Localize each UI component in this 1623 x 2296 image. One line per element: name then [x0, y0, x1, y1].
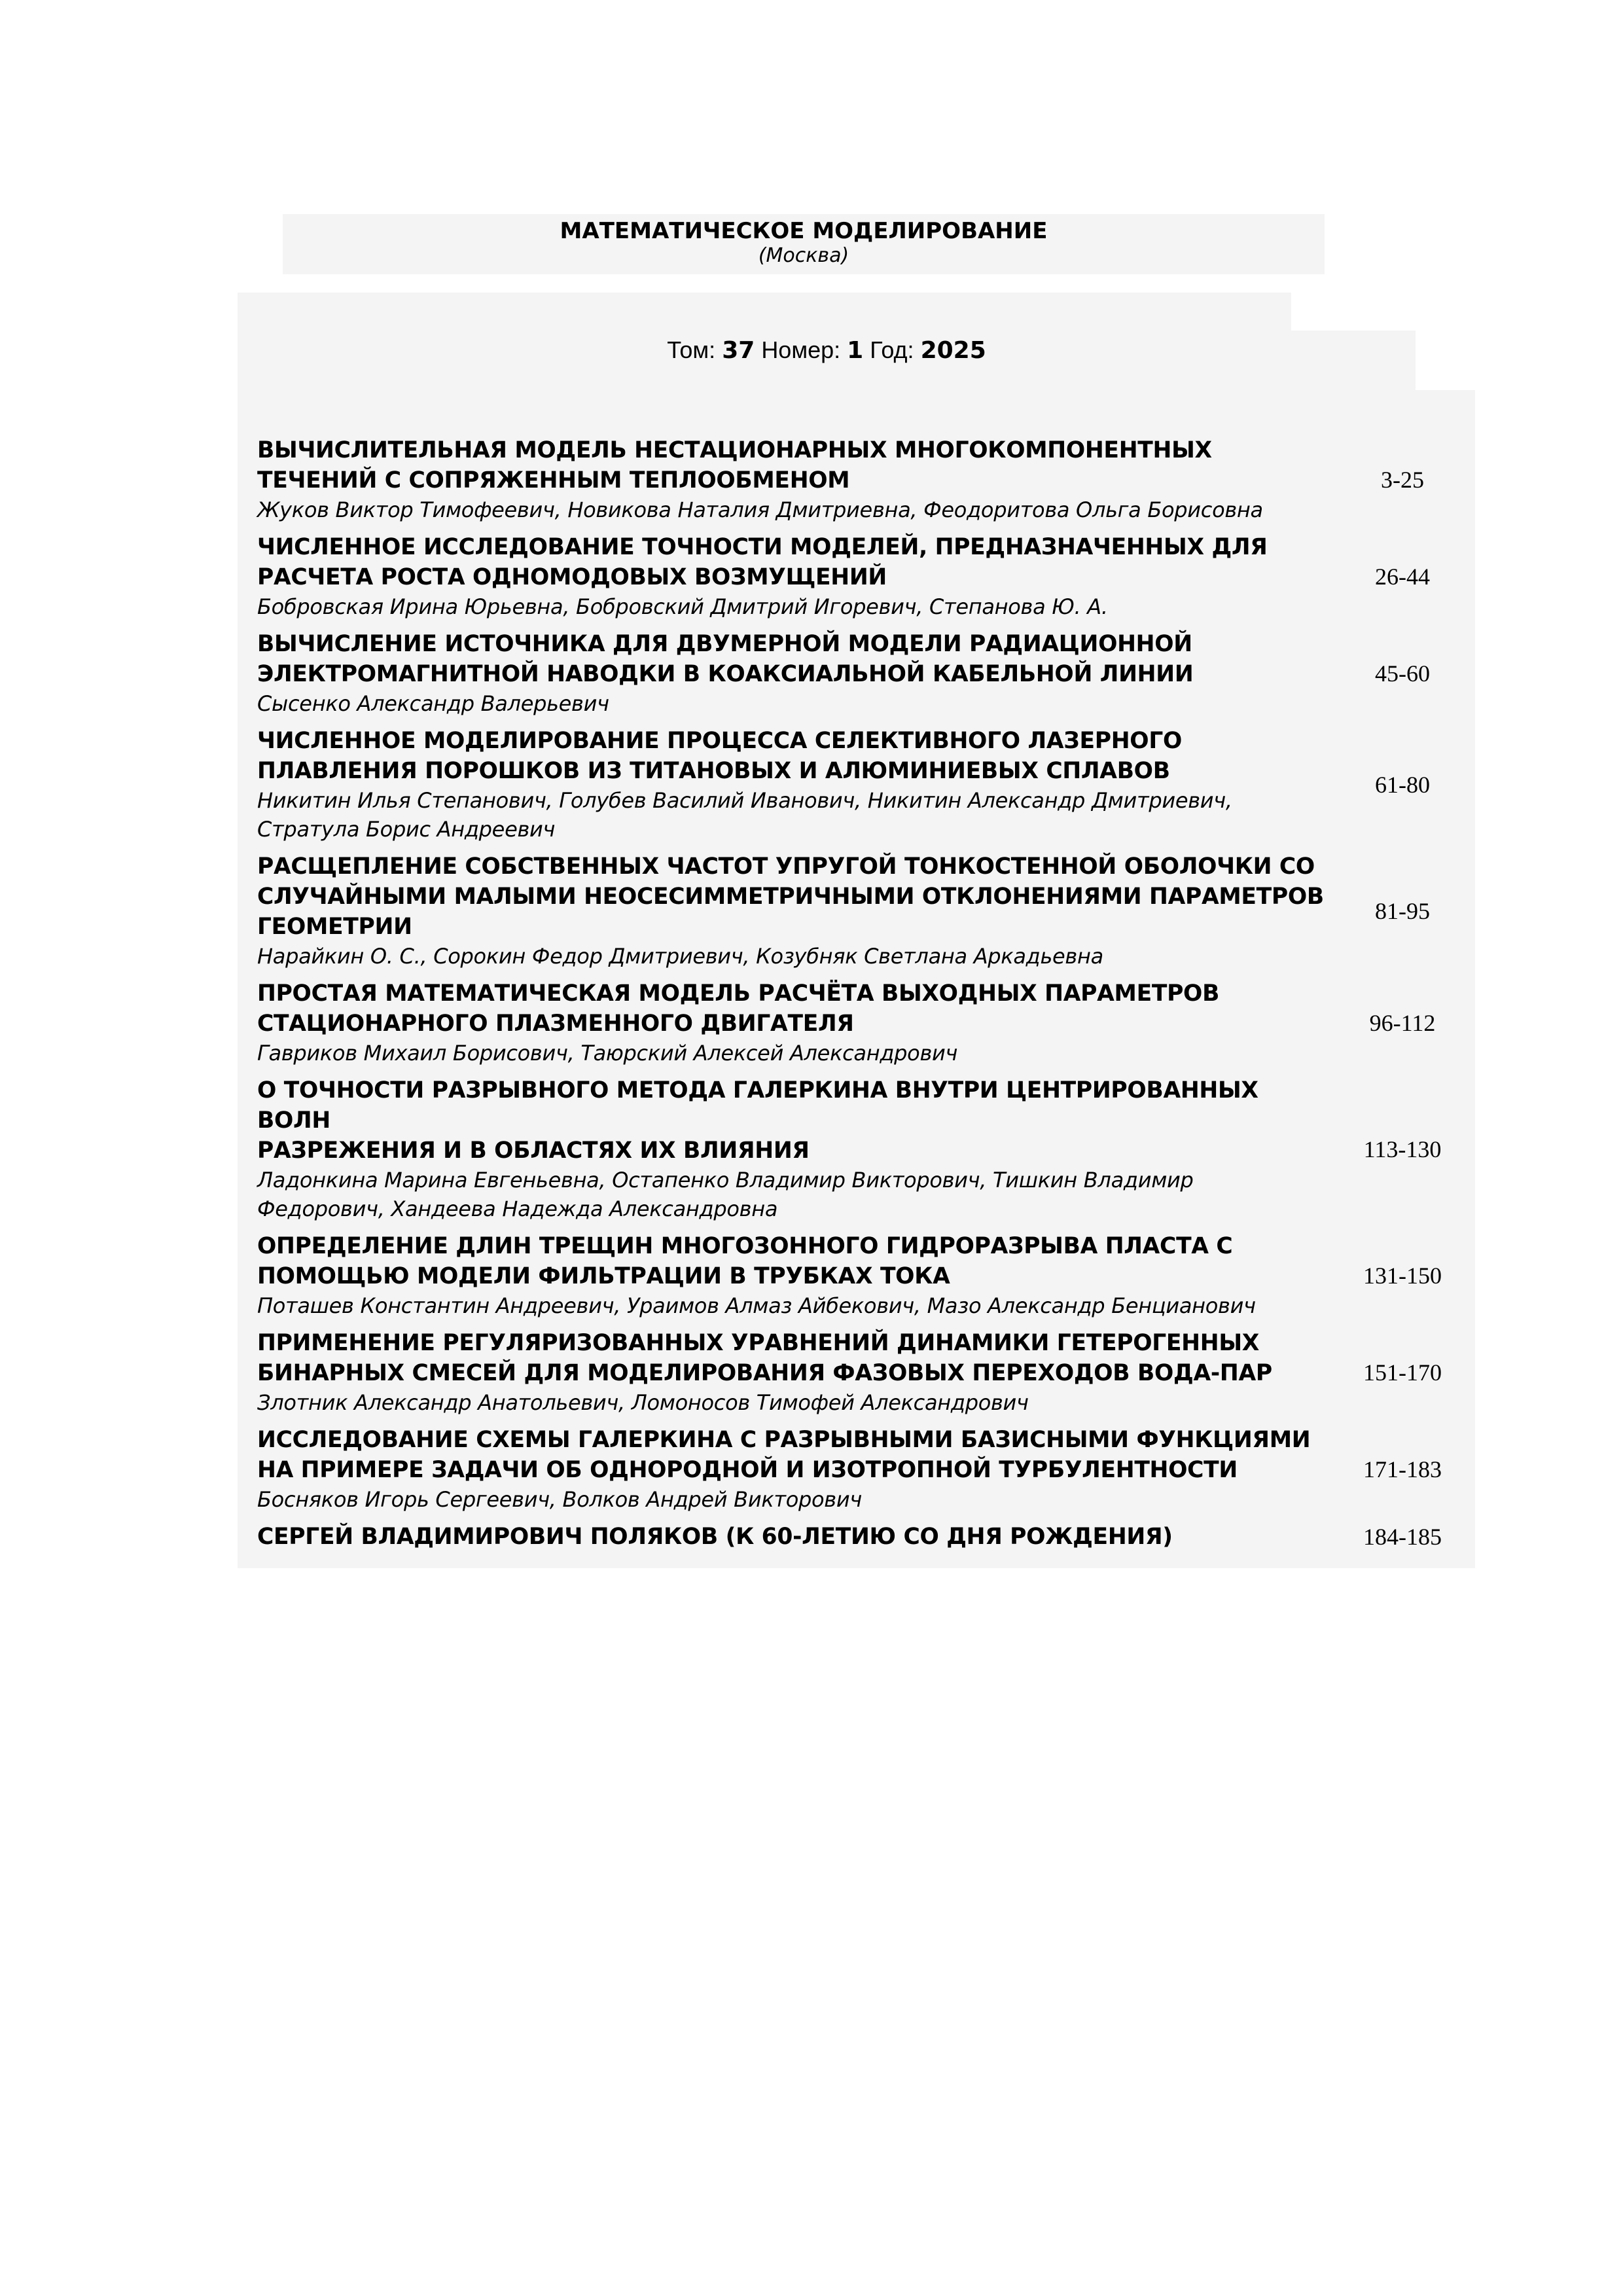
- article-authors: Поташев Константин Андреевич, Ураимов Алмаз Айбекович, Мазо Александр Бенцианович: [257, 1293, 1256, 1318]
- volume-label: Том:: [667, 336, 716, 363]
- article-row[interactable]: [238, 435, 1475, 524]
- journal-header: [283, 214, 1325, 274]
- article-title[interactable]: ОПРЕДЕЛЕНИЕ ДЛИН ТРЕЩИН МНОГОЗОННОГО ГИДРОРАЗРЫВА ПЛАСТА С ПОМОЩЬЮ МОДЕЛИ ФИЛЬТРАЦИИ В ТРУБКАХ ТОКА: [257, 1233, 1233, 1289]
- article-authors: Жуков Виктор Тимофеевич, Новикова Наталия Дмитриевна, Феодоритова Ольга Борисовна: [257, 497, 1263, 522]
- article-row[interactable]: [238, 1075, 1475, 1223]
- article-authors: Никитин Илья Степанович, Голубев Василий Иванович, Никитин Александр Дмитриевич, Стратула Борис Андреевич: [257, 788, 1232, 842]
- number-value: 1: [847, 337, 864, 364]
- number-label: Номер:: [761, 336, 841, 363]
- article-pages: 61-80: [1375, 772, 1430, 798]
- article-pages: 3-25: [1381, 467, 1424, 493]
- article-title[interactable]: ЧИСЛЕННОЕ ИССЛЕДОВАНИЕ ТОЧНОСТИ МОДЕЛЕЙ, ПРЕДНАЗНАЧЕННЫХ ДЛЯ РАСЧЕТА РОСТА ОДНОМОДОВЫХ ВОЗМУЩЕНИЙ: [257, 534, 1268, 590]
- article-entry: [238, 726, 1337, 844]
- article-entry: [238, 532, 1337, 621]
- article-row[interactable]: [238, 1328, 1475, 1417]
- article-entry: [238, 435, 1337, 524]
- article-row[interactable]: [238, 1522, 1475, 1552]
- article-pages: 81-95: [1375, 898, 1430, 924]
- article-entry: [238, 1522, 1337, 1552]
- journal-title: МАТЕМАТИЧЕСКОЕ МОДЕЛИРОВАНИЕ: [560, 218, 1048, 244]
- article-pages: 26-44: [1375, 564, 1430, 590]
- article-row[interactable]: [238, 978, 1475, 1067]
- article-row[interactable]: [238, 1425, 1475, 1514]
- article-entry: [238, 852, 1337, 971]
- article-title[interactable]: ИССЛЕДОВАНИЕ СХЕМЫ ГАЛЕРКИНА С РАЗРЫВНЫМИ БАЗИСНЫМИ ФУНКЦИЯМИ НА ПРИМЕРЕ ЗАДАЧИ ОБ ОДНОРОДНОЙ И ИЗОТРОПНОЙ ТУРБУЛЕНТНОСТИ: [257, 1427, 1311, 1483]
- article-authors: Босняков Игорь Сергеевич, Волков Андрей Викторович: [257, 1487, 862, 1512]
- row-spacer: [238, 1417, 1475, 1425]
- year-value: 2025: [920, 337, 986, 364]
- row-spacer: [238, 718, 1475, 726]
- article-authors: Бобровская Ирина Юрьевна, Бобровский Дмитрий Игоревич, Степанова Ю. А.: [257, 594, 1108, 619]
- article-entry: [238, 978, 1337, 1067]
- article-title[interactable]: ПРОСТАЯ МАТЕМАТИЧЕСКАЯ МОДЕЛЬ РАСЧЁТА ВЫХОДНЫХ ПАРАМЕТРОВ СТАЦИОНАРНОГО ПЛАЗМЕННОГО ДВИГАТЕЛЯ: [257, 980, 1220, 1037]
- row-spacer: [238, 621, 1475, 629]
- row-spacer: [238, 1514, 1475, 1522]
- article-row[interactable]: [238, 532, 1475, 621]
- article-entry: [238, 629, 1337, 718]
- row-spacer: [238, 844, 1475, 852]
- issue-band-top: [238, 293, 1291, 332]
- article-authors: Нарайкин О. С., Сорокин Федор Дмитриевич, Козубняк Светлана Аркадьевна: [257, 944, 1103, 969]
- article-authors: Ладонкина Марина Евгеньевна, Остапенко Владимир Викторович, Тишкин Владимир Федорович, Хандеева Надежда Александровна: [257, 1168, 1194, 1221]
- article-pages: 184-185: [1363, 1524, 1442, 1550]
- article-row[interactable]: [238, 852, 1475, 971]
- article-title[interactable]: РАСЩЕПЛЕНИЕ СОБСТВЕННЫХ ЧАСТОТ УПРУГОЙ ТОНКОСТЕННОЙ ОБОЛОЧКИ СО СЛУЧАЙНЫМИ МАЛЫМИ НЕОСЕСИММЕТРИЧНЫМИ ОТКЛОНЕНИЯМИ ПАРАМЕТРОВ ГЕОМЕТРИИ: [257, 853, 1324, 940]
- article-pages: 131-150: [1363, 1263, 1442, 1289]
- article-title[interactable]: ВЫЧИСЛИТЕЛЬНАЯ МОДЕЛЬ НЕСТАЦИОНАРНЫХ МНОГОКОМПОНЕНТНЫХ ТЕЧЕНИЙ С СОПРЯЖЕННЫМ ТЕПЛООБМЕНОМ: [257, 437, 1212, 493]
- article-title[interactable]: СЕРГЕЙ ВЛАДИМИРОВИЧ ПОЛЯКОВ (К 60-ЛЕТИЮ СО ДНЯ РОЖДЕНИЯ): [257, 1524, 1173, 1550]
- table-of-contents: [238, 390, 1475, 1568]
- article-title[interactable]: ПРИМЕНЕНИЕ РЕГУЛЯРИЗОВАННЫХ УРАВНЕНИЙ ДИНАМИКИ ГЕТЕРОГЕННЫХ БИНАРНЫХ СМЕСЕЙ ДЛЯ МОДЕЛИРОВАНИЯ ФАЗОВЫХ ПЕРЕХОДОВ ВОДА-ПАР: [257, 1330, 1272, 1386]
- row-spacer: [238, 1320, 1475, 1328]
- row-spacer: [238, 524, 1475, 532]
- article-title[interactable]: О ТОЧНОСТИ РАЗРЫВНОГО МЕТОДА ГАЛЕРКИНА ВНУТРИ ЦЕНТРИРОВАННЫХ ВОЛН РАЗРЕЖЕНИЯ И В ОБЛАСТЯХ ИХ ВЛИЯНИЯ: [257, 1077, 1258, 1164]
- year-label: Год:: [870, 336, 914, 363]
- article-entry: [238, 1231, 1337, 1320]
- article-pages: 171-183: [1363, 1456, 1442, 1482]
- volume-value: 37: [722, 337, 755, 364]
- article-authors: Гавриков Михаил Борисович, Таюрский Алексей Александрович: [257, 1041, 958, 1066]
- row-spacer: [238, 1552, 1475, 1560]
- row-spacer: [238, 1067, 1475, 1075]
- article-title[interactable]: ВЫЧИСЛЕНИЕ ИСТОЧНИКА ДЛЯ ДВУМЕРНОЙ МОДЕЛИ РАДИАЦИОННОЙ ЭЛЕКТРОМАГНИТНОЙ НАВОДКИ В КОАКСИАЛЬНОЙ КАБЕЛЬНОЙ ЛИНИИ: [257, 631, 1194, 687]
- issue-info: [238, 334, 1416, 367]
- article-entry: [238, 1425, 1337, 1514]
- journal-city: (Москва): [758, 244, 849, 267]
- article-authors: Сысенко Александр Валерьевич: [257, 691, 609, 716]
- article-pages: 45-60: [1375, 660, 1430, 687]
- article-entry: [238, 1328, 1337, 1417]
- row-spacer: [238, 1223, 1475, 1231]
- article-row[interactable]: [238, 1231, 1475, 1320]
- article-pages: 151-170: [1363, 1359, 1442, 1386]
- row-spacer: [238, 971, 1475, 978]
- article-authors: Злотник Александр Анатольевич, Ломоносов Тимофей Александрович: [257, 1390, 1029, 1415]
- article-pages: 113-130: [1363, 1136, 1442, 1162]
- article-title[interactable]: ЧИСЛЕННОЕ МОДЕЛИРОВАНИЕ ПРОЦЕССА СЕЛЕКТИВНОГО ЛАЗЕРНОГО ПЛАВЛЕНИЯ ПОРОШКОВ ИЗ ТИТАНОВЫХ И АЛЮМИНИЕВЫХ СПЛАВОВ: [257, 728, 1183, 784]
- article-row[interactable]: [238, 629, 1475, 718]
- article-entry: [238, 1075, 1337, 1223]
- article-pages: 96-112: [1369, 1010, 1436, 1036]
- article-row[interactable]: [238, 726, 1475, 844]
